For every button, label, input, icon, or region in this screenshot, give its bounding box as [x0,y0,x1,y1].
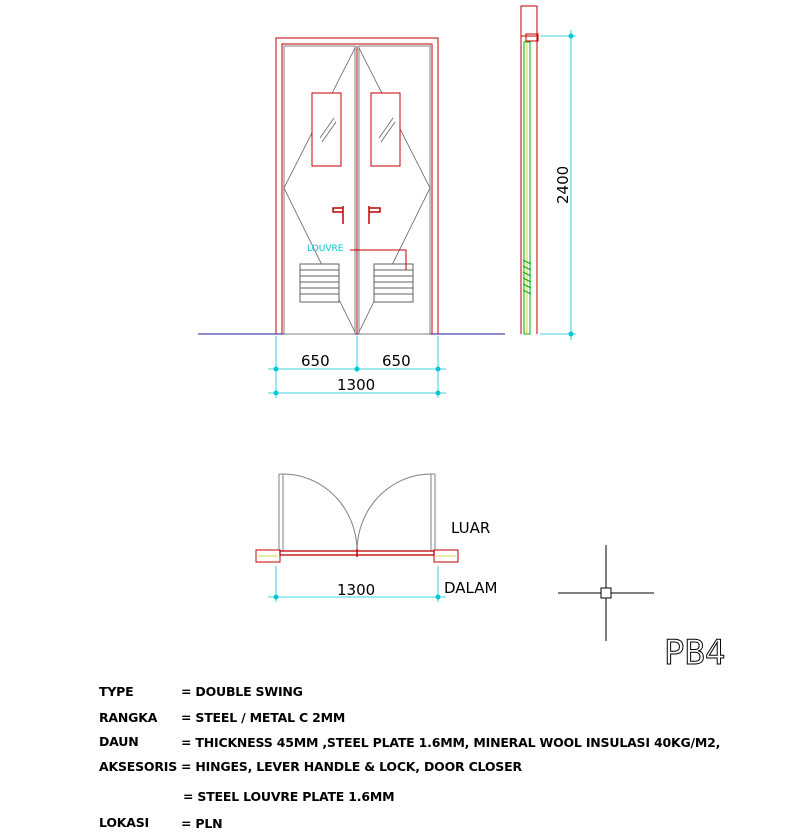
right-vision-panel [371,93,400,166]
door-plan [256,474,497,602]
dim-right-leaf: 650 [382,352,411,370]
left-swing-arc [283,474,357,551]
spec-label-rangka: RANGKA [99,710,158,725]
left-louvre-panel [300,264,339,302]
dim-total-width: 1300 [337,376,376,394]
right-lever-handle [369,206,380,224]
dimension-tick [436,595,441,600]
spec-value-lokasi: = PLN [181,816,223,831]
label-inside: DALAM [444,579,498,597]
dimension-tick [569,34,574,39]
spec-value-daun: = THICKNESS 45MM ,STEEL PLATE 1.6MM, MINERAL WOOL INSULASI 40KG/M2, [181,735,721,750]
wall-head [521,6,537,36]
spec-label-aksesoris: AKSESORIS [99,759,178,774]
spec-label-daun: DAUN [99,734,139,749]
louvre-callout: LOUVRE [307,244,344,254]
crosshair-cursor-icon [558,545,654,641]
left-vision-panel [312,93,341,166]
dim-left-leaf: 650 [301,352,330,370]
spec-label-lokasi: LOKASI [99,815,149,830]
spec-value-type: = DOUBLE SWING [181,684,303,699]
right-louvre-panel [374,264,413,302]
right-swing-arc [357,474,431,551]
spec-value-louvre: = STEEL LOUVRE PLATE 1.6MM [183,789,395,804]
door-elevation [198,38,505,398]
plan-dim-total: 1300 [337,581,376,599]
drawing-code: PB4 [664,633,726,673]
dimension-tick [274,595,279,600]
left-lever-handle [333,206,343,224]
spec-value-aksesoris: = HINGES, LEVER HANDLE & LOCK, DOOR CLOSER [181,759,522,774]
dimension-tick [569,332,574,337]
dim-height: 2400 [554,165,572,204]
door-side-section [521,6,576,340]
spec-label-type: TYPE [99,684,134,699]
label-outside: LUAR [451,519,491,537]
spec-value-rangka: = STEEL / METAL C 2MM [181,710,346,725]
